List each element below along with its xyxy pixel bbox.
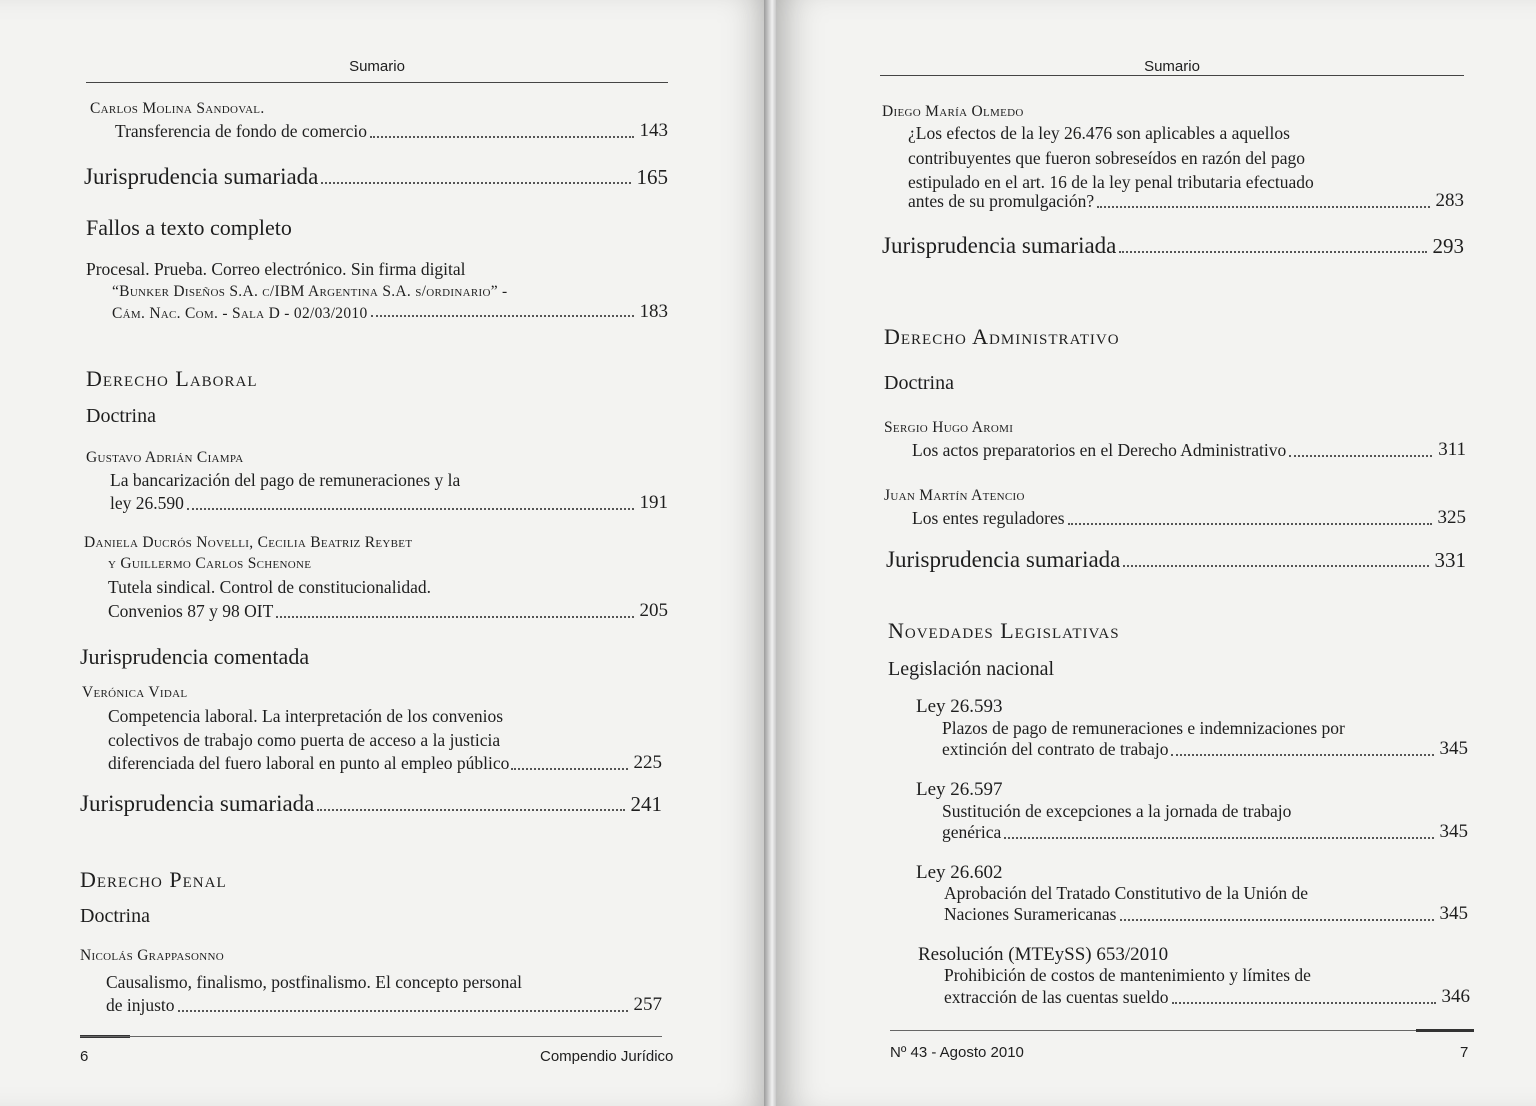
page-number: 143 [639, 120, 668, 141]
issue-label: Nº 43 - Agosto 2010 [890, 1044, 1024, 1061]
page-number: 257 [633, 994, 662, 1015]
entry-line: contribuyentes que fueron sobreseídos en razón del pago [908, 148, 1306, 168]
toc-entry [944, 901, 1468, 927]
author-name: Verónica Vidal [82, 684, 188, 701]
law-title: Ley 26.593 [916, 696, 1003, 717]
subsection-heading: Fallos a texto completo [86, 215, 292, 240]
entry-title: antes de su promulgación? [908, 191, 1095, 211]
author-name: Daniela Ducrós Novelli, Cecilia Beatriz Reybet [84, 534, 413, 551]
page-number: 183 [639, 301, 668, 322]
page-number-footer: 6 [80, 1048, 89, 1065]
author-name: y Guillermo Carlos Schenone [108, 555, 312, 572]
entry-title: de injusto [106, 995, 175, 1015]
author-name: Juan Martín Atencio [884, 487, 1025, 504]
entry-title: Naciones Suramericanas [944, 904, 1117, 924]
footer-rule [890, 1030, 1474, 1031]
page-number: 345 [1439, 903, 1468, 924]
law-title: Resolución (MTEySS) 653/2010 [918, 944, 1169, 965]
entry-title: Jurisprudencia sumariada [882, 233, 1117, 258]
entry-line: Causalismo, finalismo, postfinalismo. El concepto personal [106, 972, 523, 992]
entry-title: extracción de las cuentas sueldo [944, 987, 1169, 1007]
page-number: 165 [636, 165, 668, 189]
law-title: Ley 26.602 [916, 862, 1003, 883]
entry-title: Jurisprudencia sumariada [80, 791, 315, 816]
toc-entry [108, 750, 662, 776]
entry-line: Tutela sindical. Control de constitucionalidad. [108, 577, 432, 597]
page-number: 225 [633, 752, 662, 773]
author-name: Diego María Olmedo [882, 103, 1024, 120]
section-heading: Derecho Administrativo [884, 324, 1120, 349]
entry-title: Los entes reguladores [912, 508, 1065, 528]
toc-entry-major [80, 791, 662, 817]
page-number: 345 [1439, 738, 1468, 759]
page-number: 191 [639, 492, 668, 513]
toc-entry [115, 118, 668, 144]
entry-line: Aprobación del Tratado Constitutivo de la Unión de [944, 883, 1309, 903]
entry-line: colectivos de trabajo como puerta de acceso a la justicia [108, 730, 501, 750]
publication-title: Compendio Jurídico [540, 1048, 674, 1065]
page-number: 331 [1434, 548, 1466, 572]
subsection-heading: Legislación nacional [888, 658, 1055, 680]
page-number: 293 [1432, 234, 1464, 258]
entry-title: extinción del contrato de trabajo [942, 739, 1169, 759]
subsection-heading: Doctrina [86, 405, 156, 427]
toc-entry [110, 490, 668, 516]
entry-title: ley 26.590 [110, 493, 184, 513]
section-heading: Derecho Laboral [86, 366, 258, 391]
toc-entry [108, 598, 668, 624]
entry-line: Sustitución de excepciones a la jornada de trabajo [942, 801, 1292, 821]
running-header: Sumario [349, 58, 405, 75]
entry-line: Prohibición de costos de mantenimiento y límites de [944, 965, 1311, 985]
entry-title: diferenciada del fuero laboral en punto al empleo público [108, 753, 510, 773]
right-page [776, 0, 1536, 1106]
page-number-footer: 7 [1460, 1044, 1469, 1061]
header-rule [880, 75, 1464, 76]
entry-title: Cám. Nac. Com. - Sala D - 02/03/2010 [112, 305, 368, 322]
footer-rule [1416, 1029, 1474, 1032]
entry-title: Transferencia de fondo de comercio [115, 121, 368, 141]
page-number: 311 [1438, 439, 1466, 460]
toc-entry [112, 301, 668, 323]
toc-entry [944, 984, 1470, 1010]
entry-title: Los actos preparatorios en el Derecho Administrativo [912, 440, 1287, 460]
author-name: Carlos Molina Sandoval. [90, 100, 265, 117]
section-heading: Novedades Legislativas [888, 618, 1120, 643]
author-name: Nicolás Grappasonno [80, 947, 225, 964]
entry-title: genérica [942, 822, 1002, 842]
entry-line: Competencia laboral. La interpretación de los convenios [108, 706, 504, 726]
page-number: 325 [1437, 507, 1466, 528]
subsection-heading: Doctrina [80, 905, 150, 927]
toc-entry [106, 992, 662, 1018]
page-number: 241 [630, 792, 662, 816]
footer-rule [80, 1036, 662, 1037]
page-number: 283 [1435, 190, 1464, 211]
page-number: 345 [1439, 821, 1468, 842]
entry-line: La bancarización del pago de remuneraciones y la [110, 470, 461, 490]
entry-line: “Bunker Diseños S.A. c/IBM Argentina S.A. s/ordinario” - [112, 283, 508, 300]
toc-entry [942, 819, 1468, 845]
toc-entry [912, 437, 1466, 463]
toc-entry [908, 188, 1464, 214]
toc-entry [912, 505, 1466, 531]
toc-entry-major [886, 547, 1466, 573]
subsection-heading: Doctrina [884, 372, 954, 394]
entry-title: Jurisprudencia sumariada [84, 164, 319, 189]
running-header: Sumario [1144, 58, 1200, 75]
entry-line: ¿Los efectos de la ley 26.476 son aplicables a aquellos [908, 123, 1290, 143]
law-title: Ley 26.597 [916, 779, 1003, 800]
entry-line: Procesal. Prueba. Correo electrónico. Sin firma digital [86, 259, 466, 279]
toc-entry-major [882, 233, 1464, 259]
entry-line: Plazos de pago de remuneraciones e indemnizaciones por [942, 718, 1345, 738]
toc-entry [942, 736, 1468, 762]
subsection-heading: Jurisprudencia comentada [80, 644, 310, 669]
entry-title: Jurisprudencia sumariada [886, 547, 1121, 572]
entry-title: Convenios 87 y 98 OIT [108, 601, 274, 621]
header-rule [86, 82, 668, 83]
section-heading: Derecho Penal [80, 867, 227, 892]
page-number: 205 [639, 600, 668, 621]
author-name: Gustavo Adrián Ciampa [86, 449, 244, 466]
page-number: 346 [1441, 986, 1470, 1007]
entry-line: estipulado en el art. 16 de la ley penal tributaria efectuado [908, 172, 1314, 192]
toc-entry-major [84, 164, 668, 190]
author-name: Sergio Hugo Aromi [884, 419, 1014, 436]
